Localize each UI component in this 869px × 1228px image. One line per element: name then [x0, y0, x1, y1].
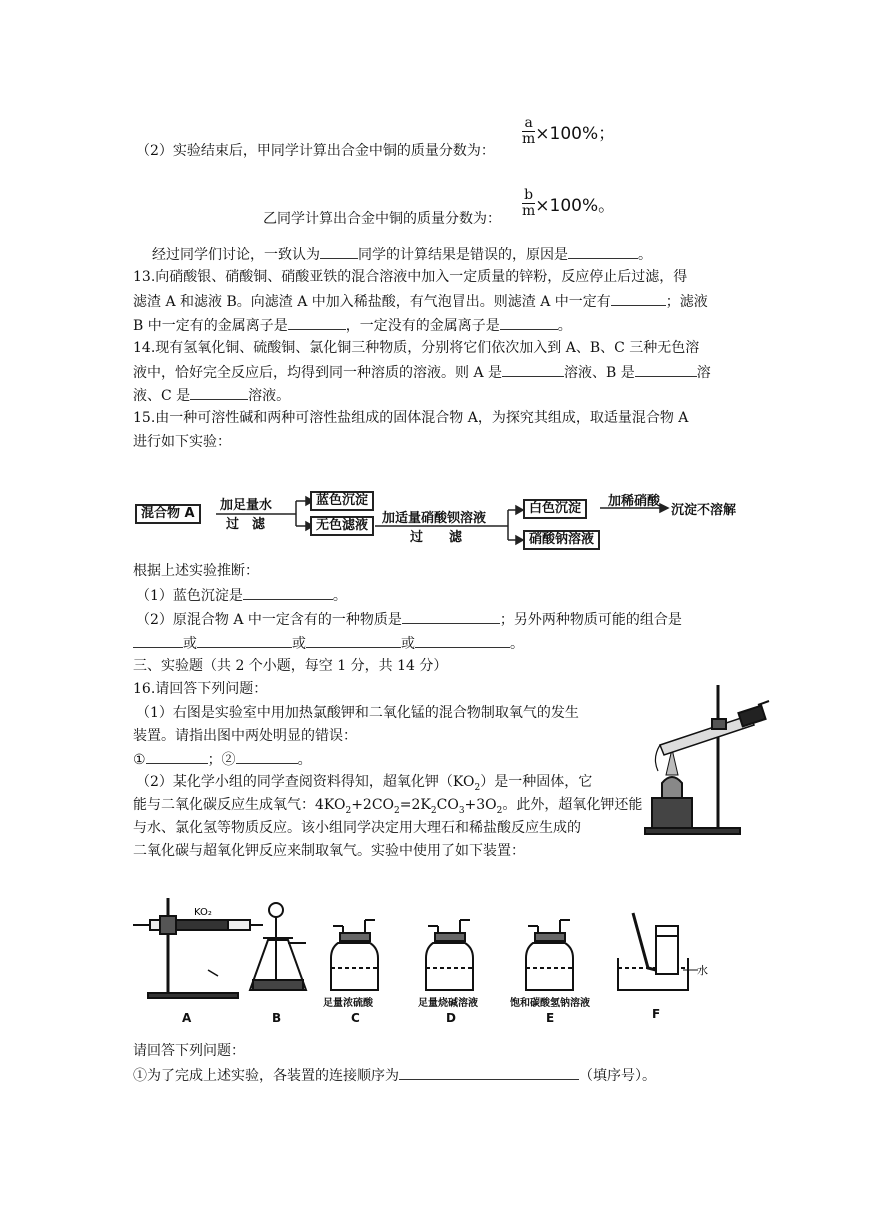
sub-2e: 2 — [496, 805, 503, 816]
sub-2c: 2 — [394, 805, 400, 816]
apparatus-label-c: 足量浓硫酸 — [323, 998, 373, 1009]
flow-colorless-filtrate-box: 无色滤液 — [310, 516, 374, 536]
yi-frac-tail: ×100%。 — [535, 196, 616, 216]
q14-line2b: 溶液、B 是 — [564, 365, 635, 381]
flow-nano3-box: 硝酸钠溶液 — [523, 530, 600, 550]
eq-part-c: =2K — [399, 797, 431, 813]
q16-circ1: ① — [133, 752, 146, 768]
q13-line3b: ，一定没有的金属离子是 — [345, 318, 500, 334]
jia-frac-den: m — [522, 131, 536, 147]
blank-13-1[interactable] — [611, 291, 666, 306]
q15-part2 — [136, 609, 682, 630]
flow-step1-bottom: 过 滤 — [226, 517, 266, 532]
blank-14-3[interactable] — [190, 385, 248, 400]
apparatus-letter-d: D — [446, 1011, 456, 1023]
q16-semi: ；② — [207, 752, 236, 768]
apparatus-water-label: 水 — [697, 964, 708, 977]
q16-p2-l2 — [133, 795, 642, 821]
q14-line3a: 液、C 是 — [133, 388, 191, 404]
yi-frac-num: b — [522, 188, 535, 204]
blank-15-5[interactable] — [306, 633, 401, 648]
q13-line3 — [133, 315, 572, 336]
flow-step3: 加稀硝酸 — [608, 494, 661, 509]
q12-yi-line — [263, 209, 501, 229]
flow-step1-top: 加足量水 — [220, 498, 273, 513]
q14-line1: 14.现有氢氧化铜、硫酸铜、氯化铜三种物质，分别将它们依次加入到 A、B、C 三种无色溶 — [133, 340, 700, 356]
flow-mixture-box: 混合物 A — [135, 504, 201, 524]
apparatus-row-figure — [128, 888, 768, 1023]
q14-line3 — [133, 385, 290, 406]
yi-frac-den: m — [522, 203, 536, 219]
q15-or-2: 或 — [292, 636, 306, 652]
q15-part2-line2 — [133, 633, 524, 654]
q14-line2a: 液中，恰好完全反应后，均得到同一种溶质的溶液。则 A 是 — [133, 365, 503, 381]
jia-frac-num: a — [522, 116, 535, 132]
q12-conclusion-b: 同学的计算结果是错误的，原因是 — [358, 247, 568, 263]
q16-ask: 请回答下列问题： — [133, 1043, 245, 1059]
q16-p1-l1: （1）右图是实验室中用加热氯酸钾和二氧化锰的混合物制取氧气的发生 — [136, 705, 579, 721]
q12-yi-prefix: 乙同学计算出合金中铜的质量分数为： — [263, 211, 501, 227]
eq-part-a: 能与二氧化碳反应生成氧气：4KO — [133, 797, 346, 813]
flow-blue-ppt-box: 蓝色沉淀 — [310, 491, 374, 511]
q16-p2-l3: 与水、氯化氢等物质反应。该小组同学决定用大理石和稀盐酸反应生成的 — [133, 820, 581, 836]
q16-q1b: （填序号）。 — [579, 1068, 656, 1084]
blank-14-2[interactable] — [635, 362, 697, 377]
apparatus-label-e: 饱和碳酸氢钠溶液 — [510, 998, 590, 1009]
jia-formula — [522, 116, 615, 147]
q15-or-1: 或 — [183, 636, 197, 652]
blank-16-1[interactable] — [146, 749, 208, 764]
eq-part-b: +2CO — [351, 797, 395, 813]
q15-part1 — [136, 585, 347, 606]
q12-part2-line — [136, 141, 495, 161]
q12-conclusion-c: 。 — [638, 247, 652, 263]
eq-part-d: CO — [436, 797, 459, 813]
apparatus-letter-b: B — [272, 1011, 282, 1023]
q16-p2-l1 — [136, 772, 592, 798]
q15-p1a: （1）蓝色沉淀是 — [136, 588, 243, 604]
q12-part2-prefix: （2）实验结束后，甲同学计算出合金中铜的质量分数为： — [136, 143, 495, 159]
blank-14-1[interactable] — [502, 362, 564, 377]
q15-p2a: （2）原混合物 A 中一定含有的一种物质是 — [136, 612, 402, 628]
q16-p2-l4: 二氧化碳与超氧化钾反应来制取氧气。实验中使用了如下装置： — [133, 843, 525, 859]
section3-heading: 三、实验题（共 2 个小题，每空 1 分，共 14 分） — [133, 658, 448, 674]
q15-line1: 15.由一种可溶性碱和两种可溶性盐组成的固体混合物 A，为探究其组成，取适量混合物 A — [133, 410, 689, 426]
q14-line2 — [133, 362, 711, 383]
apparatus-ko2-label: KO₂ — [194, 907, 212, 918]
q13-line3a: B 中一定有的金属离子是 — [133, 318, 288, 334]
q12-conclusion-a: 经过同学们讨论，一致认为 — [152, 247, 320, 263]
q16-p2-l1b: ）是一种固体，它 — [480, 774, 593, 790]
flow-step2-bottom: 过 滤 — [410, 530, 463, 545]
q16-p1-answers — [133, 749, 312, 770]
blank-16-order[interactable] — [399, 1065, 579, 1080]
apparatus-label-d: 足量烧碱溶液 — [418, 998, 478, 1009]
q12-conclusion — [152, 244, 652, 265]
sub-2b: 2 — [345, 805, 352, 816]
q13-line2b: ；滤液 — [665, 294, 708, 310]
q16-p2-l1a: （2）某化学小组的同学查阅资料得知，超氧化钾（KO — [136, 774, 475, 790]
blank-15-1[interactable] — [243, 585, 333, 600]
q16-title: 16.请回答下列问题： — [133, 681, 268, 697]
sub-3: 3 — [458, 805, 465, 816]
apparatus-letter-c: C — [351, 1011, 360, 1023]
eq-part-f: 。此外，超氧化钾还能 — [502, 797, 643, 813]
q15-p2b: ；另外两种物质可能的组合是 — [499, 612, 682, 628]
sub-2d: 2 — [430, 805, 437, 816]
flow-result: 沉淀不溶解 — [671, 503, 737, 518]
q15-or-3: 或 — [401, 636, 415, 652]
flow-white-ppt-box: 白色沉淀 — [523, 499, 587, 519]
blank-13-3[interactable] — [500, 315, 558, 330]
apparatus-letter-f: F — [652, 1007, 661, 1021]
q15-infer: 根据上述实验推断： — [133, 563, 259, 579]
q16-q1a: ①为了完成上述实验，各装置的连接顺序为 — [133, 1068, 399, 1084]
eq-part-e: +3O — [464, 797, 497, 813]
flow-step2-top: 加适量硝酸钡溶液 — [382, 511, 487, 526]
jia-frac-tail: ×100%； — [535, 124, 616, 144]
sub-2a: 2 — [474, 782, 481, 793]
q13-line2 — [133, 291, 708, 312]
blank-16-2[interactable] — [236, 749, 298, 764]
q15-end: 。 — [510, 636, 524, 652]
apparatus-letter-a: A — [182, 1011, 192, 1023]
q16-p1-l2: 装置。请指出图中两处明显的错误： — [133, 728, 357, 744]
blank-15-6[interactable] — [415, 633, 510, 648]
kclo3-heating-apparatus-figure — [640, 683, 770, 838]
blank-15-3[interactable] — [133, 633, 183, 648]
q16-q1 — [133, 1065, 656, 1086]
q15-line2: 进行如下实验： — [133, 434, 231, 450]
q14-line3b: 溶液。 — [248, 388, 291, 404]
q13-line3c: 。 — [557, 318, 572, 334]
blank-12-2[interactable] — [568, 244, 638, 259]
q13-line2a: 滤渣 A 和滤液 B。向滤渣 A 中加入稀盐酸，有气泡冒出。则滤渣 A 中一定有 — [133, 294, 611, 310]
blank-15-4[interactable] — [197, 633, 292, 648]
apparatus-letter-e: E — [546, 1011, 555, 1023]
blank-12-1[interactable] — [320, 244, 358, 259]
q14-line2c: 溶 — [696, 365, 711, 381]
q15-p1b: 。 — [332, 588, 347, 604]
q16-dot: 。 — [297, 752, 312, 768]
q13-line1: 13.向硝酸银、硝酸铜、硝酸亚铁的混合溶液中加入一定质量的锌粉，反应停止后过滤，得 — [133, 269, 688, 285]
blank-15-2[interactable] — [402, 609, 500, 624]
yi-formula — [522, 188, 615, 219]
blank-13-2[interactable] — [288, 315, 346, 330]
